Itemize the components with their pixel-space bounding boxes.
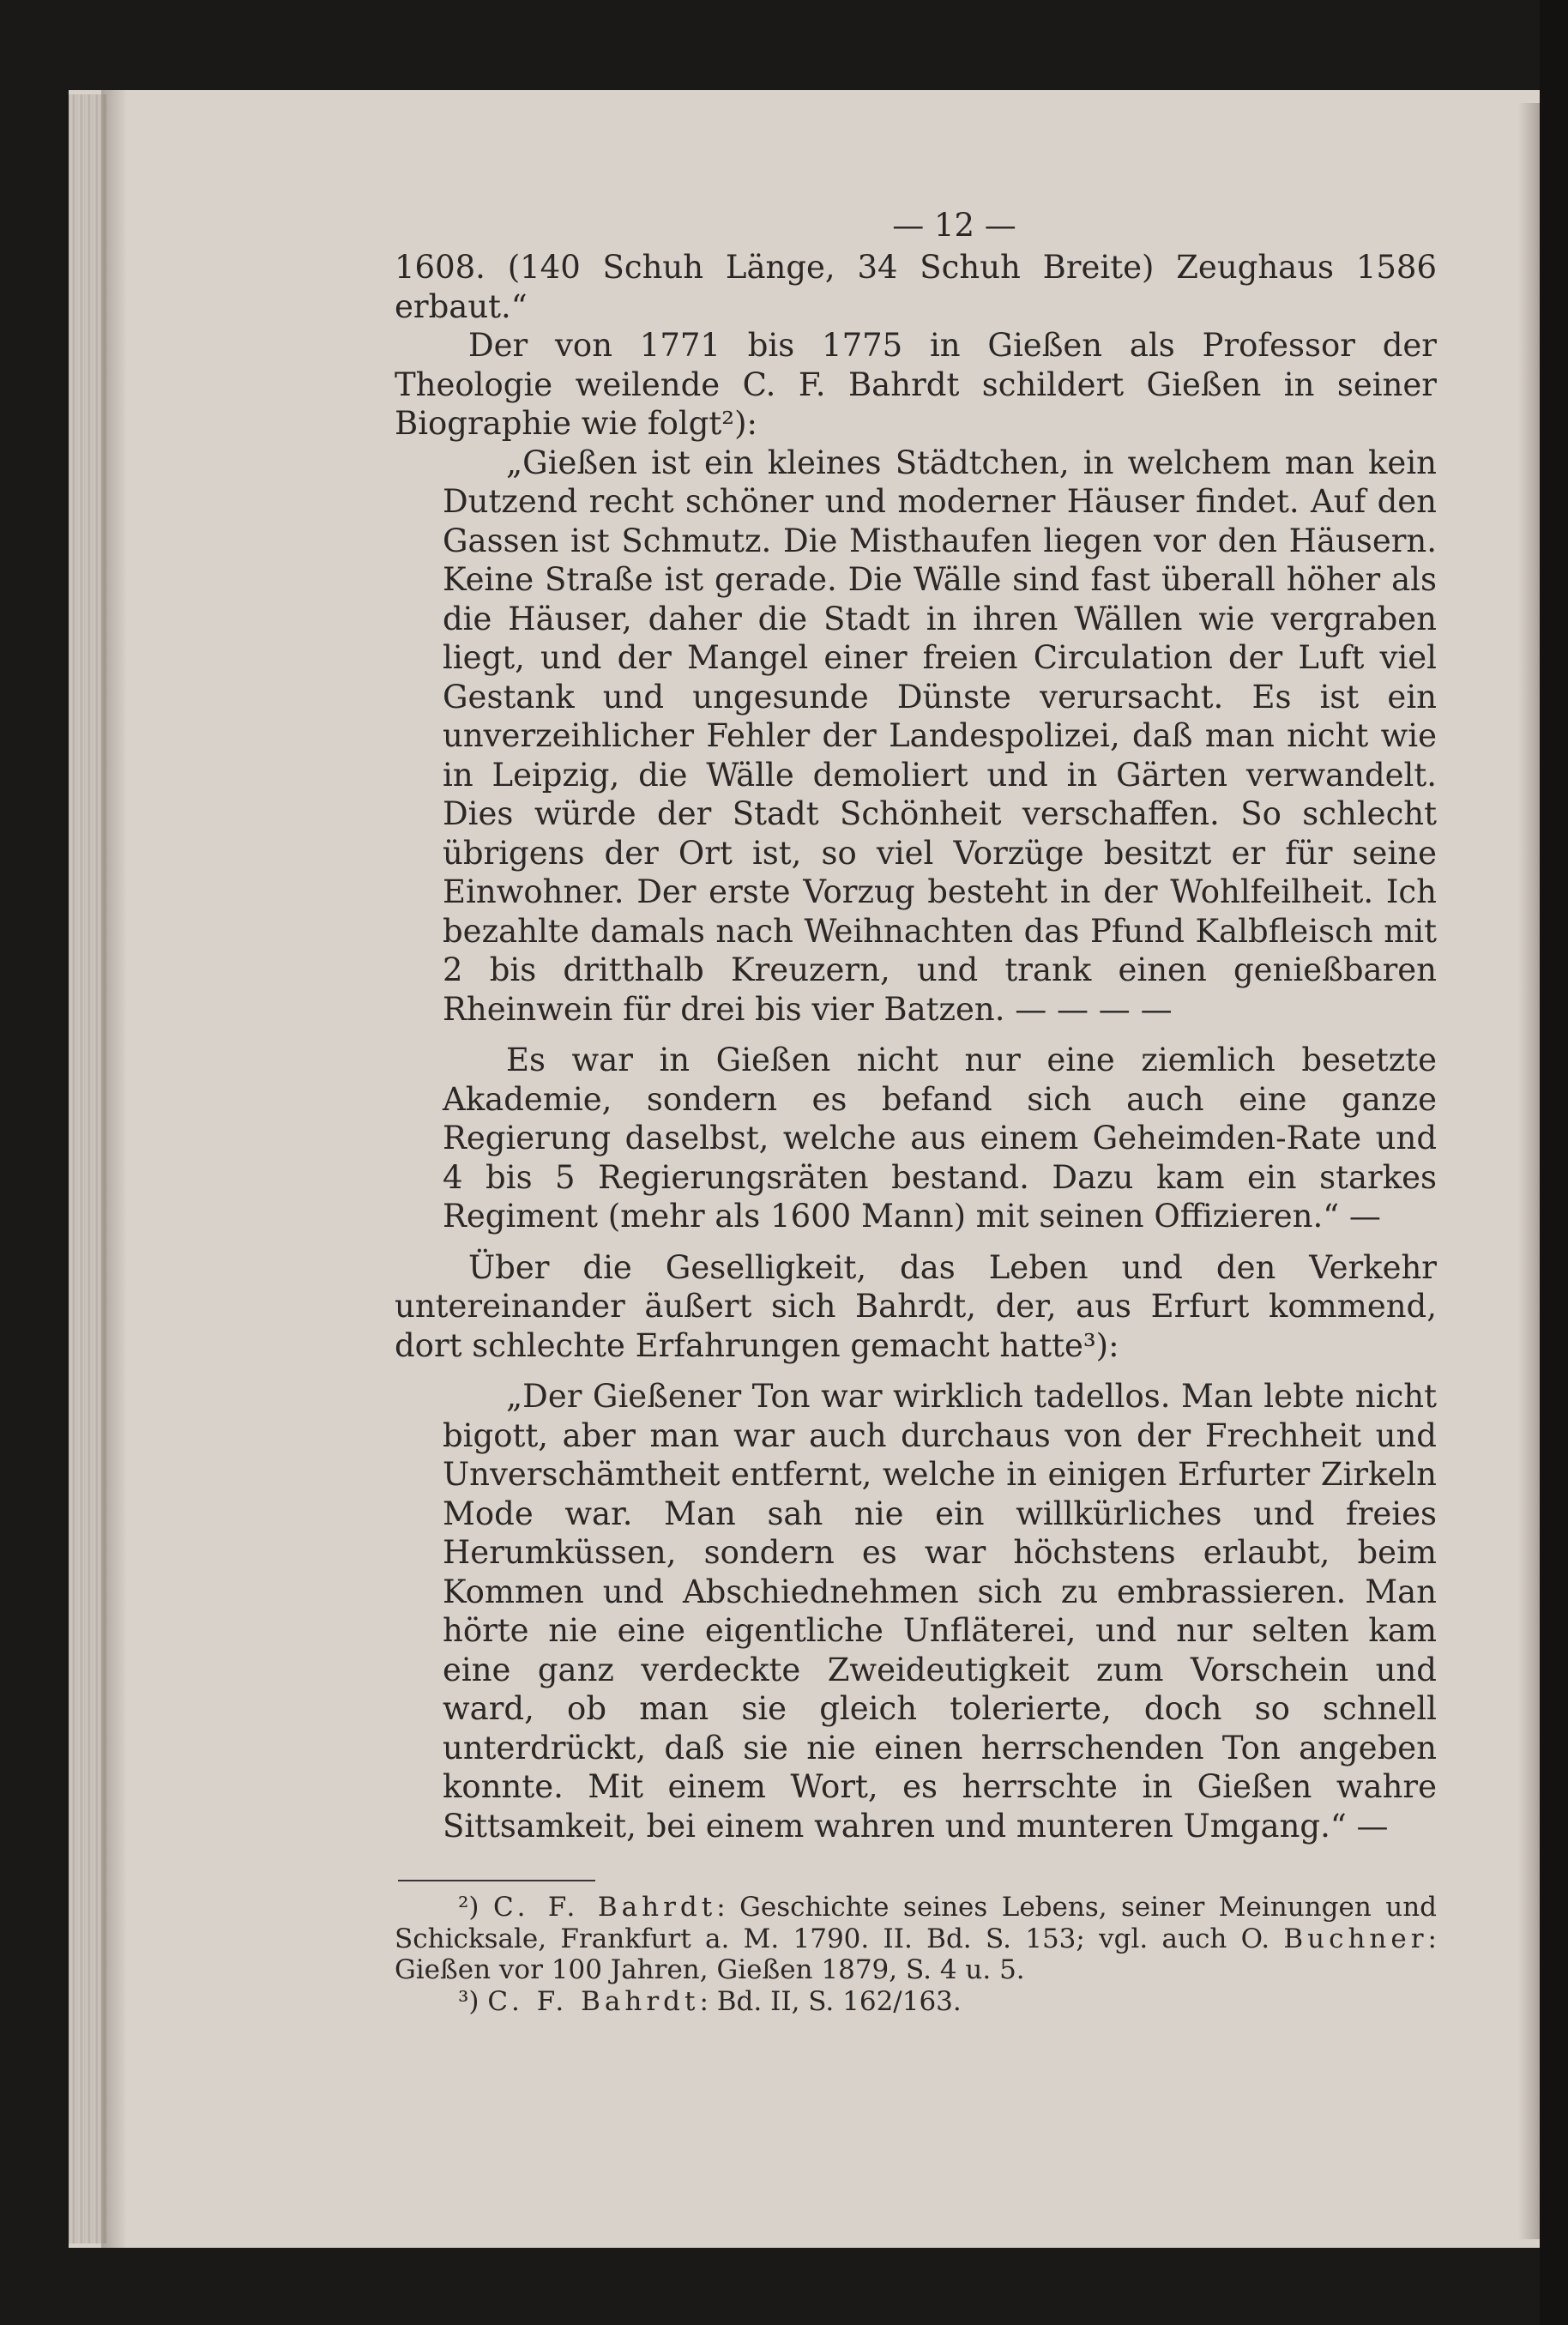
paragraph-bahrdt-intro: Der von 1771 bis 1775 in Gießen als Professor der Theologie weilende C. F. Bahrdt schildert Gießen in seiner Biographie wie folgt²): <box>395 327 1437 442</box>
page-text <box>395 206 1437 2017</box>
page-number: — 12 — <box>892 207 1016 244</box>
footnote-author: C. F. Bahrdt <box>492 1892 717 1923</box>
spacer <box>395 1029 1437 1041</box>
footnote-text: : Geschichte seines Lebens, seiner Meinungen und Schicksale, Frankfurt a. M. 1790. II. Bd. S. 153; vgl. auch O. <box>395 1892 1438 1954</box>
footnote-marker: ³) <box>458 1985 479 2017</box>
quote-academy-regiment: Es war in Gießen nicht nur eine ziemlich besetzte Akademie, sondern es befand sich auch eine ganze Regierung daselbst, welche aus einem Geheimden-Rate und 4 bis 5 Regierungsräten bestand. Dazu kam ein starkes Regiment (mehr als 1600 Mann) mit seinen Offizieren.“ — <box>443 1042 1437 1235</box>
spacer <box>395 1236 1437 1248</box>
footnote-2 <box>395 1892 1437 1986</box>
footnote-marker: ²) <box>458 1892 479 1923</box>
spine-shadow <box>101 90 127 2248</box>
footnote-author: Buchner <box>1283 1923 1428 1954</box>
footnote-author: C. F. Bahrdt <box>487 1985 700 2017</box>
right-background-strip <box>1540 0 1568 2325</box>
paragraph-continuation: 1608. (140 Schuh Länge, 34 Schuh Breite) Zeughaus 1586 erbaut.“ <box>395 249 1437 325</box>
footnote-divider <box>398 1880 595 1881</box>
quote-giessen-description: „Gießen ist ein kleines Städtchen, in welchem man kein Dutzend recht schöner und moderner Häuser findet. Auf den Gassen ist Schmutz. Die Misthaufen liegen vor den Häusern. Keine Straße ist gerade. Die Wälle sind fast überall höher als die Häuser, daher die Stadt in ihren Wällen wie vergraben liegt, und der Mangel einer freien Circulation der Luft viel Gestank und ungesunde Dünste verursacht. Es ist ein unverzeihlicher Fehler der Landespolizei, daß man nicht wie in Leipzig, die Wälle demoliert und in Gärten verwandelt. Dies würde der Stadt Schönheit verschaffen. So schlecht übrigens der Ort ist, so viel Vorzüge besitzt er für seine Einwohner. Der erste Vorzug besteht in der Wohlfeilheit. Ich bezahlte damals nach Weihnachten das Pfund Kalbfleisch mit 2 bis dritthalb Kreuzern, und trank einen genießbaren Rheinwein für drei bis vier Batzen. — — — — <box>443 444 1437 1028</box>
paragraph-sociability-intro: Über die Geselligkeit, das Leben und den Verkehr untereinander äußert sich Bahrdt, der, aus Erfurt kommend, dort schlechte Erfahrungen gemacht hatte³): <box>395 1248 1437 1364</box>
footnote-text: : Gießen vor 100 Jahren, Gießen 1879, S. 4 u. 5. <box>395 1923 1437 1985</box>
footnote-3 <box>395 1986 1437 2018</box>
footnote-text: : Bd. II, S. 162/163. <box>699 1985 962 2017</box>
quote-giessen-tone: „Der Gießener Ton war wirklich tadellos. Man lebte nicht bigott, aber man war auch durchaus von der Frechheit und Unverschämtheit entfernt, welche in einigen Erfurter Zirkeln Mode war. Man sah nie ein willkürliches und freies Herumküssen, sondern es war höchstens erlaubt, beim Kommen und Abschiednehmen sich zu embrassieren. Man hörte nie eine eigentliche Unfläterei, und nur selten kam eine ganz verdeckte Zweideutigkeit zum Vorschein und ward, ob man sie gleich tolerierte, doch so schnell unterdrückt, daß sie nie einen herrschenden Ton angeben konnte. Mit einem Wort, es herrschte in Gießen wahre Sittsamkeit, bei einem wahren und munteren Umgang.“ — <box>443 1378 1437 1845</box>
spacer <box>395 1365 1437 1377</box>
